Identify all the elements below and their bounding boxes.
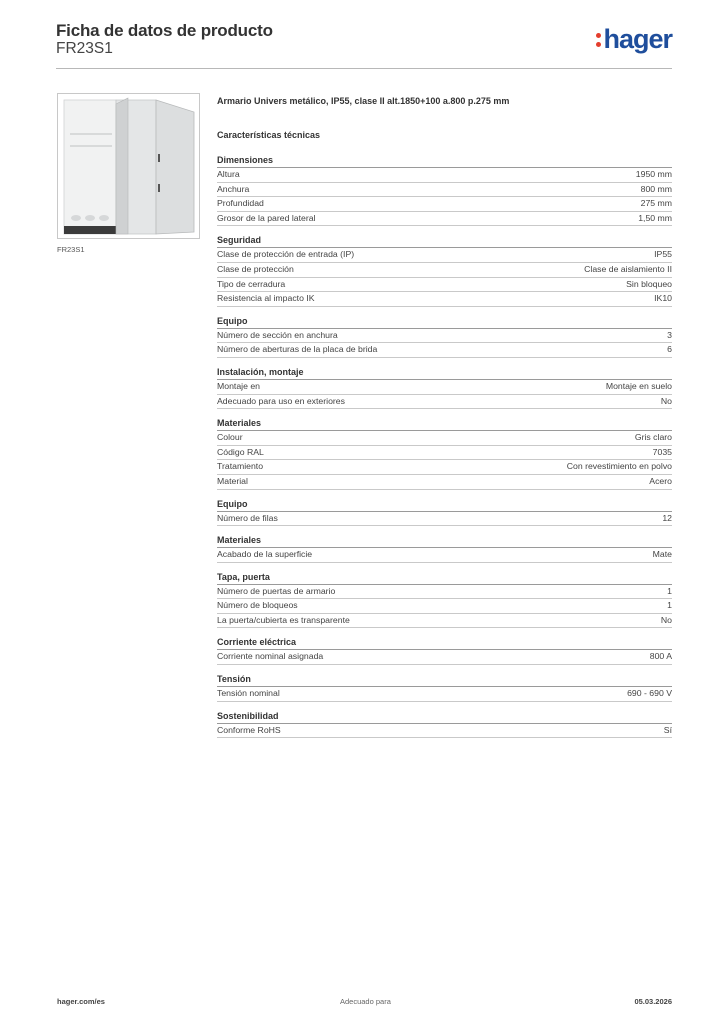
section-title: Materiales <box>217 534 672 548</box>
spec-label: Tensión nominal <box>217 688 280 699</box>
product-specs <box>217 95 672 746</box>
spec-value: Sí <box>663 724 672 735</box>
spec-row <box>217 395 672 410</box>
spec-value: 800 A <box>649 651 672 662</box>
spec-section <box>217 636 672 665</box>
spec-section <box>217 498 672 527</box>
section-title: Equipo <box>217 315 672 329</box>
spec-label: Clase de protección de entrada (IP) <box>217 249 355 260</box>
spec-row <box>217 460 672 475</box>
footer-website: hager.com/es <box>57 997 105 1006</box>
page-title: Ficha de datos de producto <box>56 21 273 40</box>
spec-value: 1 <box>667 585 672 596</box>
spec-label: Montaje en <box>217 380 260 391</box>
spec-row <box>217 183 672 198</box>
spec-row <box>217 446 672 461</box>
spec-row <box>217 512 672 527</box>
spec-value: No <box>660 395 672 406</box>
spec-label: Número de bloqueos <box>217 600 298 611</box>
header-divider <box>56 68 672 69</box>
spec-row <box>217 599 672 614</box>
spec-value: Clase de aislamiento II <box>584 263 672 274</box>
spec-section <box>217 315 672 358</box>
spec-row <box>217 431 672 446</box>
spec-value: Sin bloqueo <box>626 278 672 289</box>
product-image <box>57 93 200 239</box>
spec-row <box>217 343 672 358</box>
spec-section <box>217 234 672 306</box>
spec-label: Tipo de cerradura <box>217 278 286 289</box>
spec-value: Gris claro <box>634 432 672 443</box>
logo-dots-icon <box>596 33 601 47</box>
section-title: Dimensiones <box>217 154 672 168</box>
spec-row <box>217 475 672 490</box>
spec-label: Clase de protección <box>217 263 294 274</box>
spec-label: Acabado de la superficie <box>217 549 313 560</box>
spec-value: Acero <box>649 475 672 486</box>
spec-row <box>217 614 672 629</box>
spec-value: 275 mm <box>640 198 672 209</box>
spec-label: Colour <box>217 432 243 443</box>
spec-row <box>217 168 672 183</box>
spec-value: 800 mm <box>640 183 672 194</box>
spec-section <box>217 673 672 702</box>
spec-value: 6 <box>667 344 672 355</box>
spec-section <box>217 366 672 409</box>
product-description: Armario Univers metálico, IP55, clase II alt.1850+100 a.800 p.275 mm <box>217 96 510 106</box>
spec-label: Código RAL <box>217 446 264 457</box>
spec-label: Número de sección en anchura <box>217 329 338 340</box>
spec-label: Adecuado para uso en exteriores <box>217 395 345 406</box>
spec-value: 1 <box>667 600 672 611</box>
spec-value: 690 - 690 V <box>627 688 672 699</box>
spec-label: Resistencia al impacto IK <box>217 293 315 304</box>
hager-logo <box>596 26 672 53</box>
spec-section <box>217 710 672 739</box>
spec-row <box>217 650 672 665</box>
spec-label: Profundidad <box>217 198 264 209</box>
spec-section <box>217 154 672 226</box>
section-title: Materiales <box>217 417 672 431</box>
spec-label: Grosor de la pared lateral <box>217 212 316 223</box>
spec-label: Corriente nominal asignada <box>217 651 324 662</box>
spec-row <box>217 548 672 563</box>
spec-section <box>217 417 672 489</box>
spec-row <box>217 687 672 702</box>
spec-value: 1,50 mm <box>638 212 672 223</box>
spec-row <box>217 248 672 263</box>
spec-row <box>217 263 672 278</box>
section-title: Sostenibilidad <box>217 710 672 724</box>
section-title: Tapa, puerta <box>217 571 672 585</box>
section-title: Corriente eléctrica <box>217 636 672 650</box>
spec-label: Material <box>217 475 248 486</box>
spec-row <box>217 380 672 395</box>
logo-text: hager <box>603 24 672 54</box>
spec-value: Montaje en suelo <box>605 380 672 391</box>
spec-value: Con revestimiento en polvo <box>566 461 672 472</box>
spec-value: 3 <box>667 329 672 340</box>
spec-value: 12 <box>662 512 672 523</box>
spec-row <box>217 212 672 227</box>
section-title: Equipo <box>217 498 672 512</box>
spec-label: Conforme RoHS <box>217 724 281 735</box>
spec-label: Número de aberturas de la placa de brida <box>217 344 378 355</box>
spec-value: No <box>660 614 672 625</box>
product-code: FR23S1 <box>56 40 113 57</box>
spec-row <box>217 329 672 344</box>
spec-label: Altura <box>217 169 240 179</box>
spec-label: Anchura <box>217 183 250 194</box>
spec-section <box>217 534 672 563</box>
spec-label: Tratamiento <box>217 461 264 472</box>
spec-row <box>217 585 672 600</box>
section-title: Instalación, montaje <box>217 366 672 380</box>
footer-center-text: Adecuado para <box>340 997 391 1006</box>
footer-date: 05.03.2026 <box>634 997 672 1006</box>
cabinet-illustration <box>58 94 199 238</box>
spec-row <box>217 292 672 307</box>
spec-label: Número de filas <box>217 512 278 523</box>
spec-label: La puerta/cubierta es transparente <box>217 614 350 625</box>
spec-value: IK10 <box>654 293 672 304</box>
section-title: Tensión <box>217 673 672 687</box>
spec-section <box>217 571 672 629</box>
spec-label: Número de puertas de armario <box>217 585 336 596</box>
section-title: Seguridad <box>217 234 672 248</box>
spec-row <box>217 724 672 739</box>
spec-value: IP55 <box>654 249 672 260</box>
spec-row <box>217 197 672 212</box>
image-caption: FR23S1 <box>57 245 85 254</box>
spec-value: Mate <box>652 549 672 560</box>
spec-row <box>217 278 672 293</box>
spec-sections <box>217 154 672 738</box>
spec-value: 1950 mm <box>635 169 672 179</box>
characteristics-heading: Características técnicas <box>217 130 321 140</box>
spec-value: 7035 <box>652 446 672 457</box>
